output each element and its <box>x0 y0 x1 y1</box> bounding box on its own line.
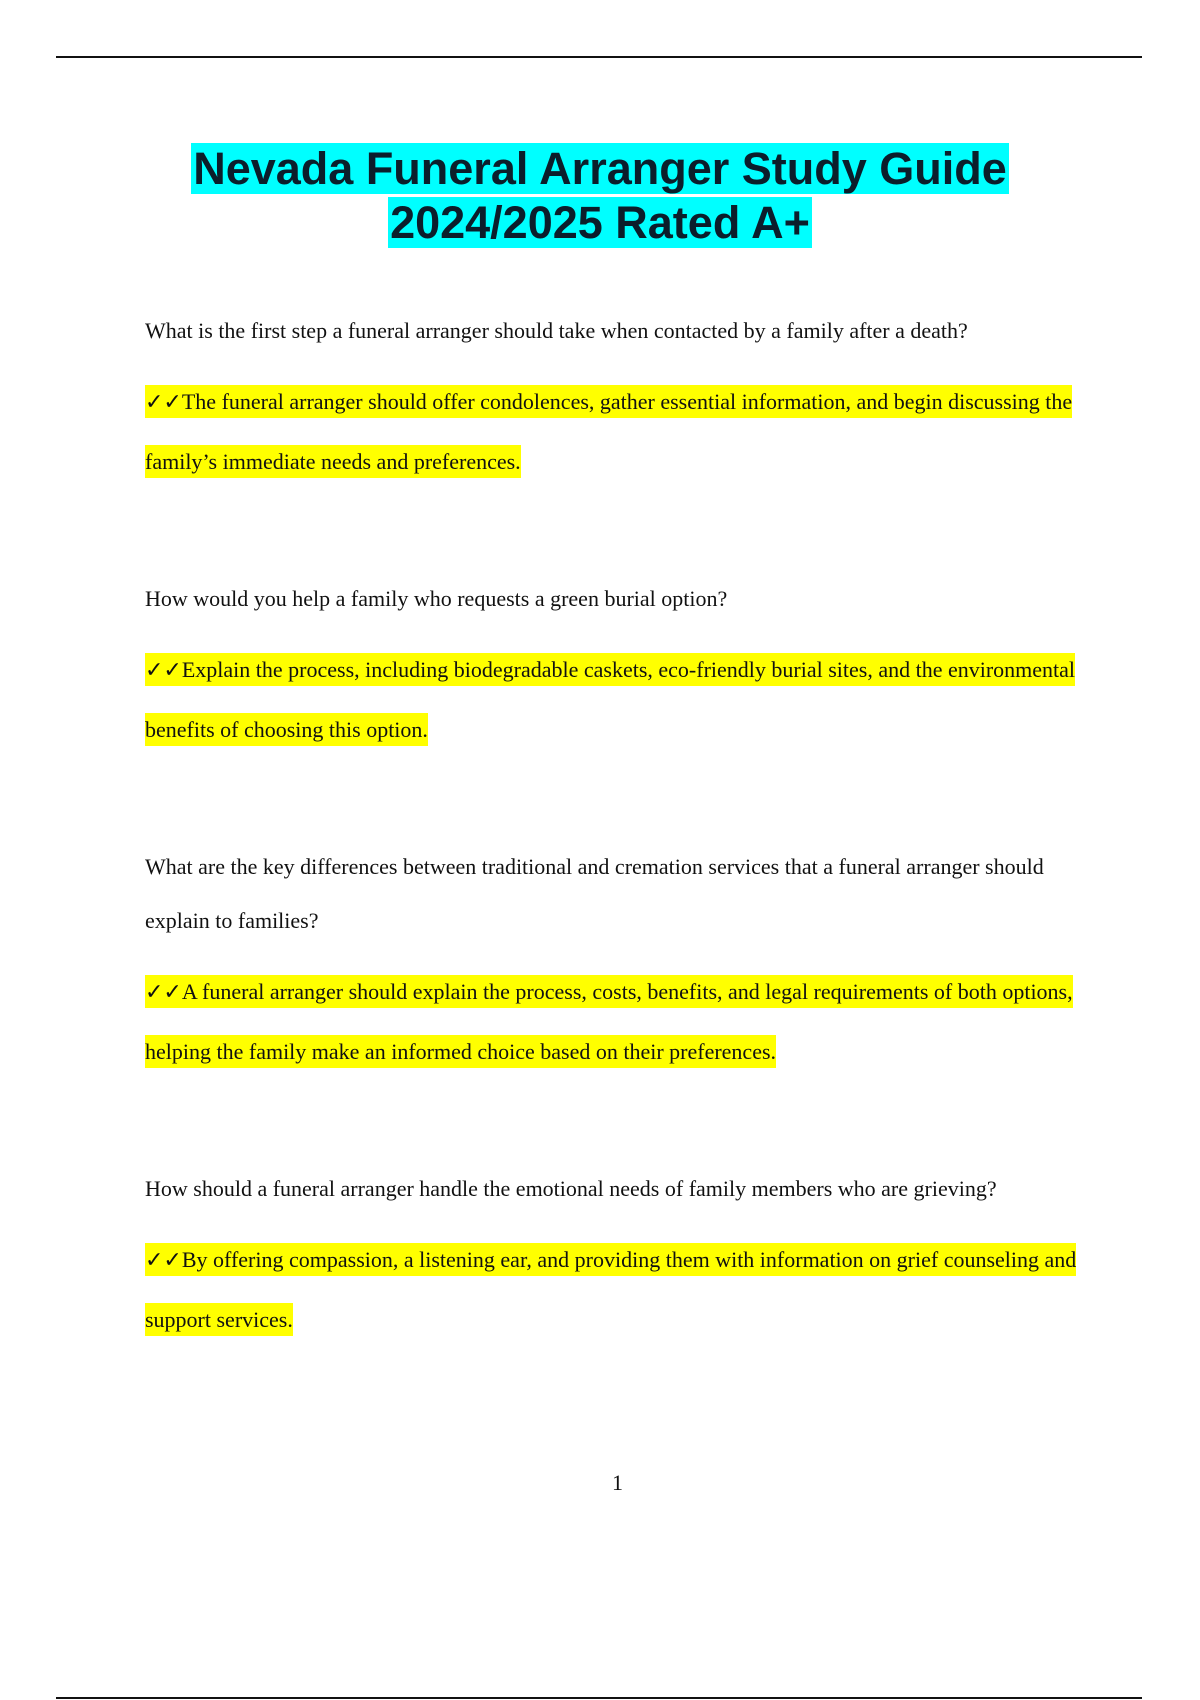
answer-highlight: ✓✓By offering compassion, a listening ear, and providing them with information on grief counseling and support services. <box>145 1243 1076 1336</box>
answer-highlight: ✓✓A funeral arranger should explain the process, costs, benefits, and legal requirements of both options, helping the family make an informed choice based on their preferences. <box>145 975 1073 1068</box>
top-divider <box>56 56 1142 58</box>
question-text: How would you help a family who requests a green burial option? <box>145 586 728 611</box>
qa-item <box>145 572 1095 760</box>
question-text: What is the first step a funeral arranger should take when contacted by a family after a death? <box>145 318 968 343</box>
answer-highlight: ✓✓Explain the process, including biodegradable caskets, eco-friendly burial sites, and the environmental benefits of choosing this option. <box>145 653 1075 746</box>
question-text: What are the key differences between traditional and cremation services that a funeral arranger should explain to families? <box>145 854 1044 933</box>
qa-item <box>145 1162 1095 1350</box>
question-text: How should a funeral arranger handle the emotional needs of family members who are grieving? <box>145 1176 997 1201</box>
answer-text <box>145 962 1095 1082</box>
qa-list <box>145 304 1095 1350</box>
title-line-2: 2024/2025 Rated A+ <box>390 197 810 248</box>
bottom-divider <box>56 1697 1142 1699</box>
qa-item <box>145 840 1095 1082</box>
document-title <box>0 142 1200 250</box>
title-line-1: Nevada Funeral Arranger Study Guide <box>193 143 1007 194</box>
page-number: 1 <box>612 1470 623 1495</box>
answer-text <box>145 640 1095 760</box>
answer-highlight: ✓✓The funeral arranger should offer condolences, gather essential information, and begin discussing the family’s immediate needs and preferences. <box>145 385 1072 478</box>
qa-item <box>145 304 1095 492</box>
answer-text <box>145 372 1095 492</box>
answer-text <box>145 1230 1095 1350</box>
